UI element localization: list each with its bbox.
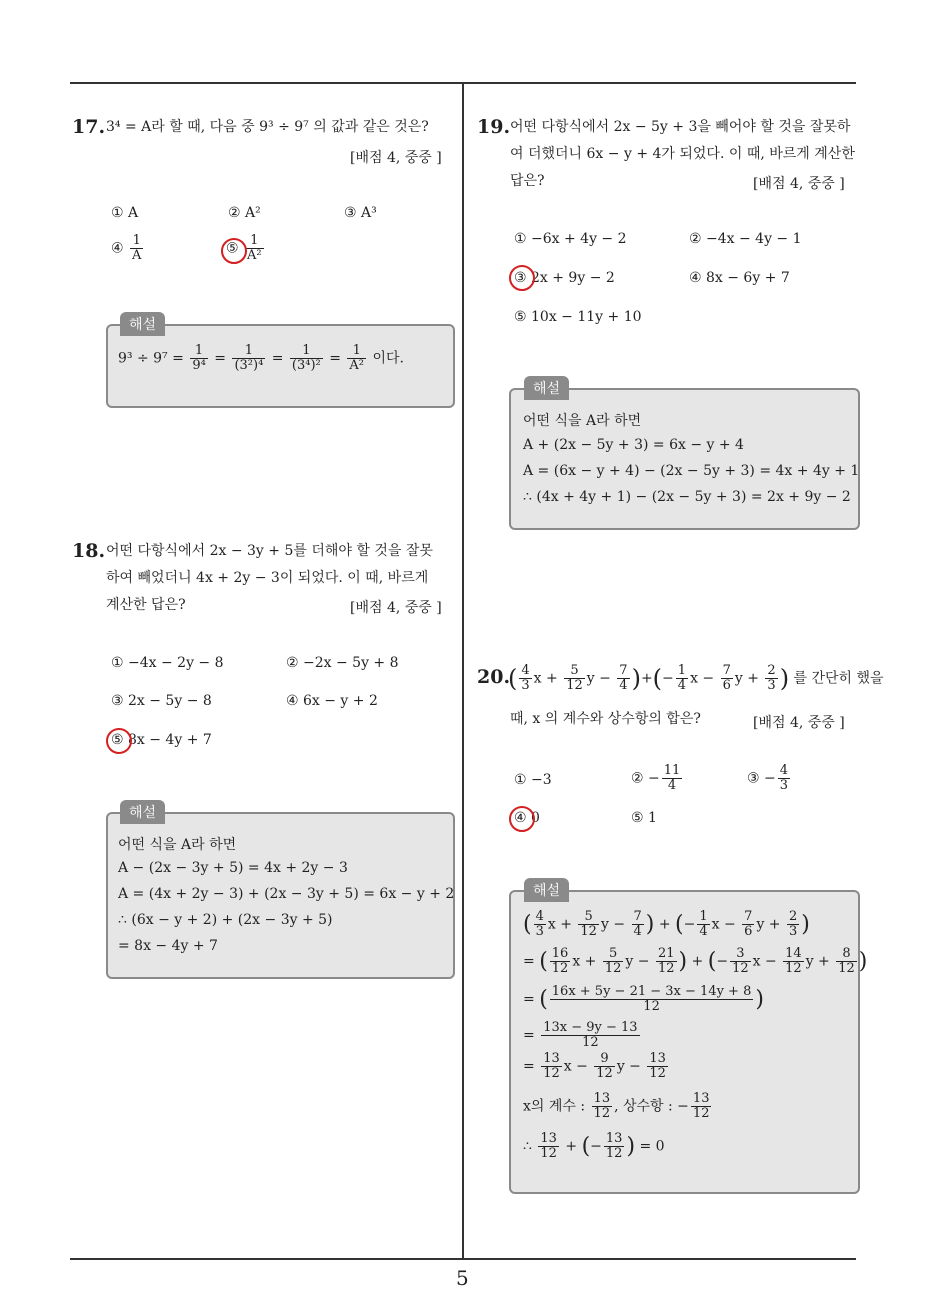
q20-solution-line-6: x의 계수 : $\frac{13}{12}$ , 상수항 : − $\frac{13}{12}$ [523, 1091, 710, 1121]
q18-line-2: 하여 빼었더니 4x + 2y − 3이 되었다. 이 때, 바르게 [106, 570, 429, 586]
q17-choice-4[interactable]: ④ $\frac{1}{A}$ [111, 233, 142, 263]
q18-line-3: 계산한 답은? [106, 597, 186, 613]
q19-choice-2[interactable]: ② −4x − 4y − 1 [689, 231, 802, 247]
q20-answer-mark [509, 806, 535, 832]
q17-choice-3[interactable]: ③ A³ [344, 205, 377, 221]
q19-solution-line-1: 어떤 식을 A라 하면 [523, 413, 642, 429]
q18-solution-box [106, 812, 455, 979]
q17-choice-2[interactable]: ② A² [228, 205, 261, 221]
q20-solution-line-5: = $\frac{13}{12}$ x − $\frac{9}{12}$ y − $\frac{13}{12}$ [523, 1051, 666, 1081]
q19-line-1: 어떤 다항식에서 2x − 5y + 3을 빼어야 할 것을 잘못하 [510, 119, 851, 135]
q18-choice-5[interactable]: ⑤ 8x − 4y + 7 [111, 732, 212, 748]
q18-solution-line-4: ∴ (6x − y + 2) + (2x − 3y + 5) [118, 912, 333, 928]
q18-solution-line-1: 어떤 식을 A라 하면 [118, 837, 237, 853]
q18-choice-4[interactable]: ④ 6x − y + 2 [286, 693, 378, 709]
q19-number: 19. [477, 116, 511, 138]
q20-expression: ( $\frac{4}{3}$ x + $\frac{5}{12}$ y − $\frac{7}{4}$ )+(− $\frac{1}{4}$ x − $\frac{7}{6}$ y + $\frac{2}{3}$ ) 를 간단히 했을 [508, 663, 884, 693]
q18-choice-3[interactable]: ③ 2x − 5y − 8 [111, 693, 212, 709]
q17-text: 3⁴ = A라 할 때, 다음 중 9³ ÷ 9⁷ 의 값과 같은 것은? [106, 119, 429, 135]
q19-solution-box [509, 388, 860, 530]
q19-choice-4[interactable]: ④ 8x − 6y + 7 [689, 270, 790, 286]
q20-solution-line-3: = ( $\frac{16x + 5y - 21 - 3x - 14y + 8}{12}$ ) [523, 984, 764, 1014]
q20-solution-line-1: ( $\frac{4}{3}$ x + $\frac{5}{12}$ y − $\frac{7}{4}$ ) + (− $\frac{1}{4}$ x − $\frac{7}{6}$ y + $\frac{2}{3}$ ) [523, 909, 810, 939]
q19-solution-label: 해설 [524, 376, 569, 400]
page-number: 5 [456, 1266, 469, 1290]
q19-score: [배점 4, 중중 ] [753, 176, 845, 192]
q17-solution-box [106, 324, 455, 408]
q18-line-1: 어떤 다항식에서 2x − 3y + 5를 더해야 할 것을 잘못 [106, 543, 433, 559]
q20-solution-line-4: = $\frac{13x - 9y - 13}{12}$ [523, 1020, 638, 1050]
q18-solution-line-5: = 8x − 4y + 7 [118, 938, 218, 954]
q18-solution-line-3: A = (4x + 2y − 3) + (2x − 3y + 5) = 6x − y + 2 [118, 886, 455, 902]
column-divider [462, 82, 464, 1259]
q20-solution-line-2: = ( $\frac{16}{12}$ x + $\frac{5}{12}$ y − $\frac{21}{12}$ ) + (− $\frac{3}{12}$ x − $\frac{14}{12}$ y + $\frac{8}{12}$ ) [523, 946, 868, 976]
q19-line-3: 답은? [510, 173, 545, 189]
q18-solution-line-2: A − (2x − 3y + 5) = 4x + 2y − 3 [118, 860, 348, 876]
q17-score: [배점 4, 중중 ] [350, 150, 442, 166]
q17-choice-1[interactable]: ① A [111, 205, 139, 221]
q18-score: [배점 4, 중중 ] [350, 600, 442, 616]
q19-solution-line-2: A + (2x − 5y + 3) = 6x − y + 4 [523, 437, 744, 453]
q20-choice-2[interactable]: ② − $\frac{11}{4}$ [631, 763, 681, 793]
q20-choice-5[interactable]: ⑤ 1 [631, 810, 657, 826]
q18-answer-mark [106, 728, 132, 754]
q20-line-2: 때, x 의 계수와 상수항의 합은? [510, 711, 701, 727]
q18-choice-1[interactable]: ① −4x − 2y − 8 [111, 655, 224, 671]
q20-solution-label: 해설 [524, 878, 569, 902]
q19-solution-line-4: ∴ (4x + 4y + 1) − (2x − 5y + 3) = 2x + 9y − 2 [523, 489, 851, 505]
q20-solution-box [509, 890, 868, 1194]
q19-answer-mark [509, 265, 535, 291]
bottom-rule [70, 1258, 856, 1260]
q19-choice-1[interactable]: ① −6x + 4y − 2 [514, 231, 627, 247]
q18-number: 18. [72, 540, 106, 562]
q19-choice-5[interactable]: ⑤ 10x − 11y + 10 [514, 309, 642, 325]
q19-solution-line-3: A = (6x − y + 4) − (2x − 5y + 3) = 4x + 4y + 1 [523, 463, 860, 479]
q20-choice-1[interactable]: ① −3 [514, 772, 552, 788]
q18-choice-2[interactable]: ② −2x − 5y + 8 [286, 655, 399, 671]
q19-line-2: 여 더했더니 6x − y + 4가 되었다. 이 때, 바르게 계산한 [510, 146, 855, 162]
q18-solution-label: 해설 [120, 800, 165, 824]
q20-choice-4[interactable]: ④ 0 [514, 810, 540, 826]
q17-choice-4-fraction: $\frac{1}{A}$ [132, 233, 142, 263]
q20-choice-3[interactable]: ③ − $\frac{4}{3}$ [747, 763, 789, 793]
q17-solution-label: 해설 [120, 312, 165, 336]
q17-number: 17. [72, 116, 106, 138]
q17-solution-line: 9³ ÷ 9⁷ = $\frac{1}{\text{9⁴}}$ = $\frac{1}{\text{(3²)⁴}}$ = $\frac{1}{\text{(3⁴)²}}$ = $\frac{1}{\text{A²}}$ 이다. [118, 343, 404, 373]
q17-choice-5[interactable]: ⑤ $\frac{1}{\text{A²}}$ [226, 233, 262, 263]
q20-solution-line-7: ∴ $\frac{13}{12}$ + (− $\frac{13}{12}$ ) = 0 [523, 1131, 665, 1161]
q19-choice-3[interactable]: ③ 2x + 9y − 2 [514, 270, 615, 286]
q17-choice-5-fraction: $\frac{1}{\text{A²}}$ [247, 233, 262, 263]
q20-score: [배점 4, 중중 ] [753, 715, 845, 731]
q20-number: 20. [477, 666, 511, 688]
q17-answer-mark [221, 238, 247, 264]
